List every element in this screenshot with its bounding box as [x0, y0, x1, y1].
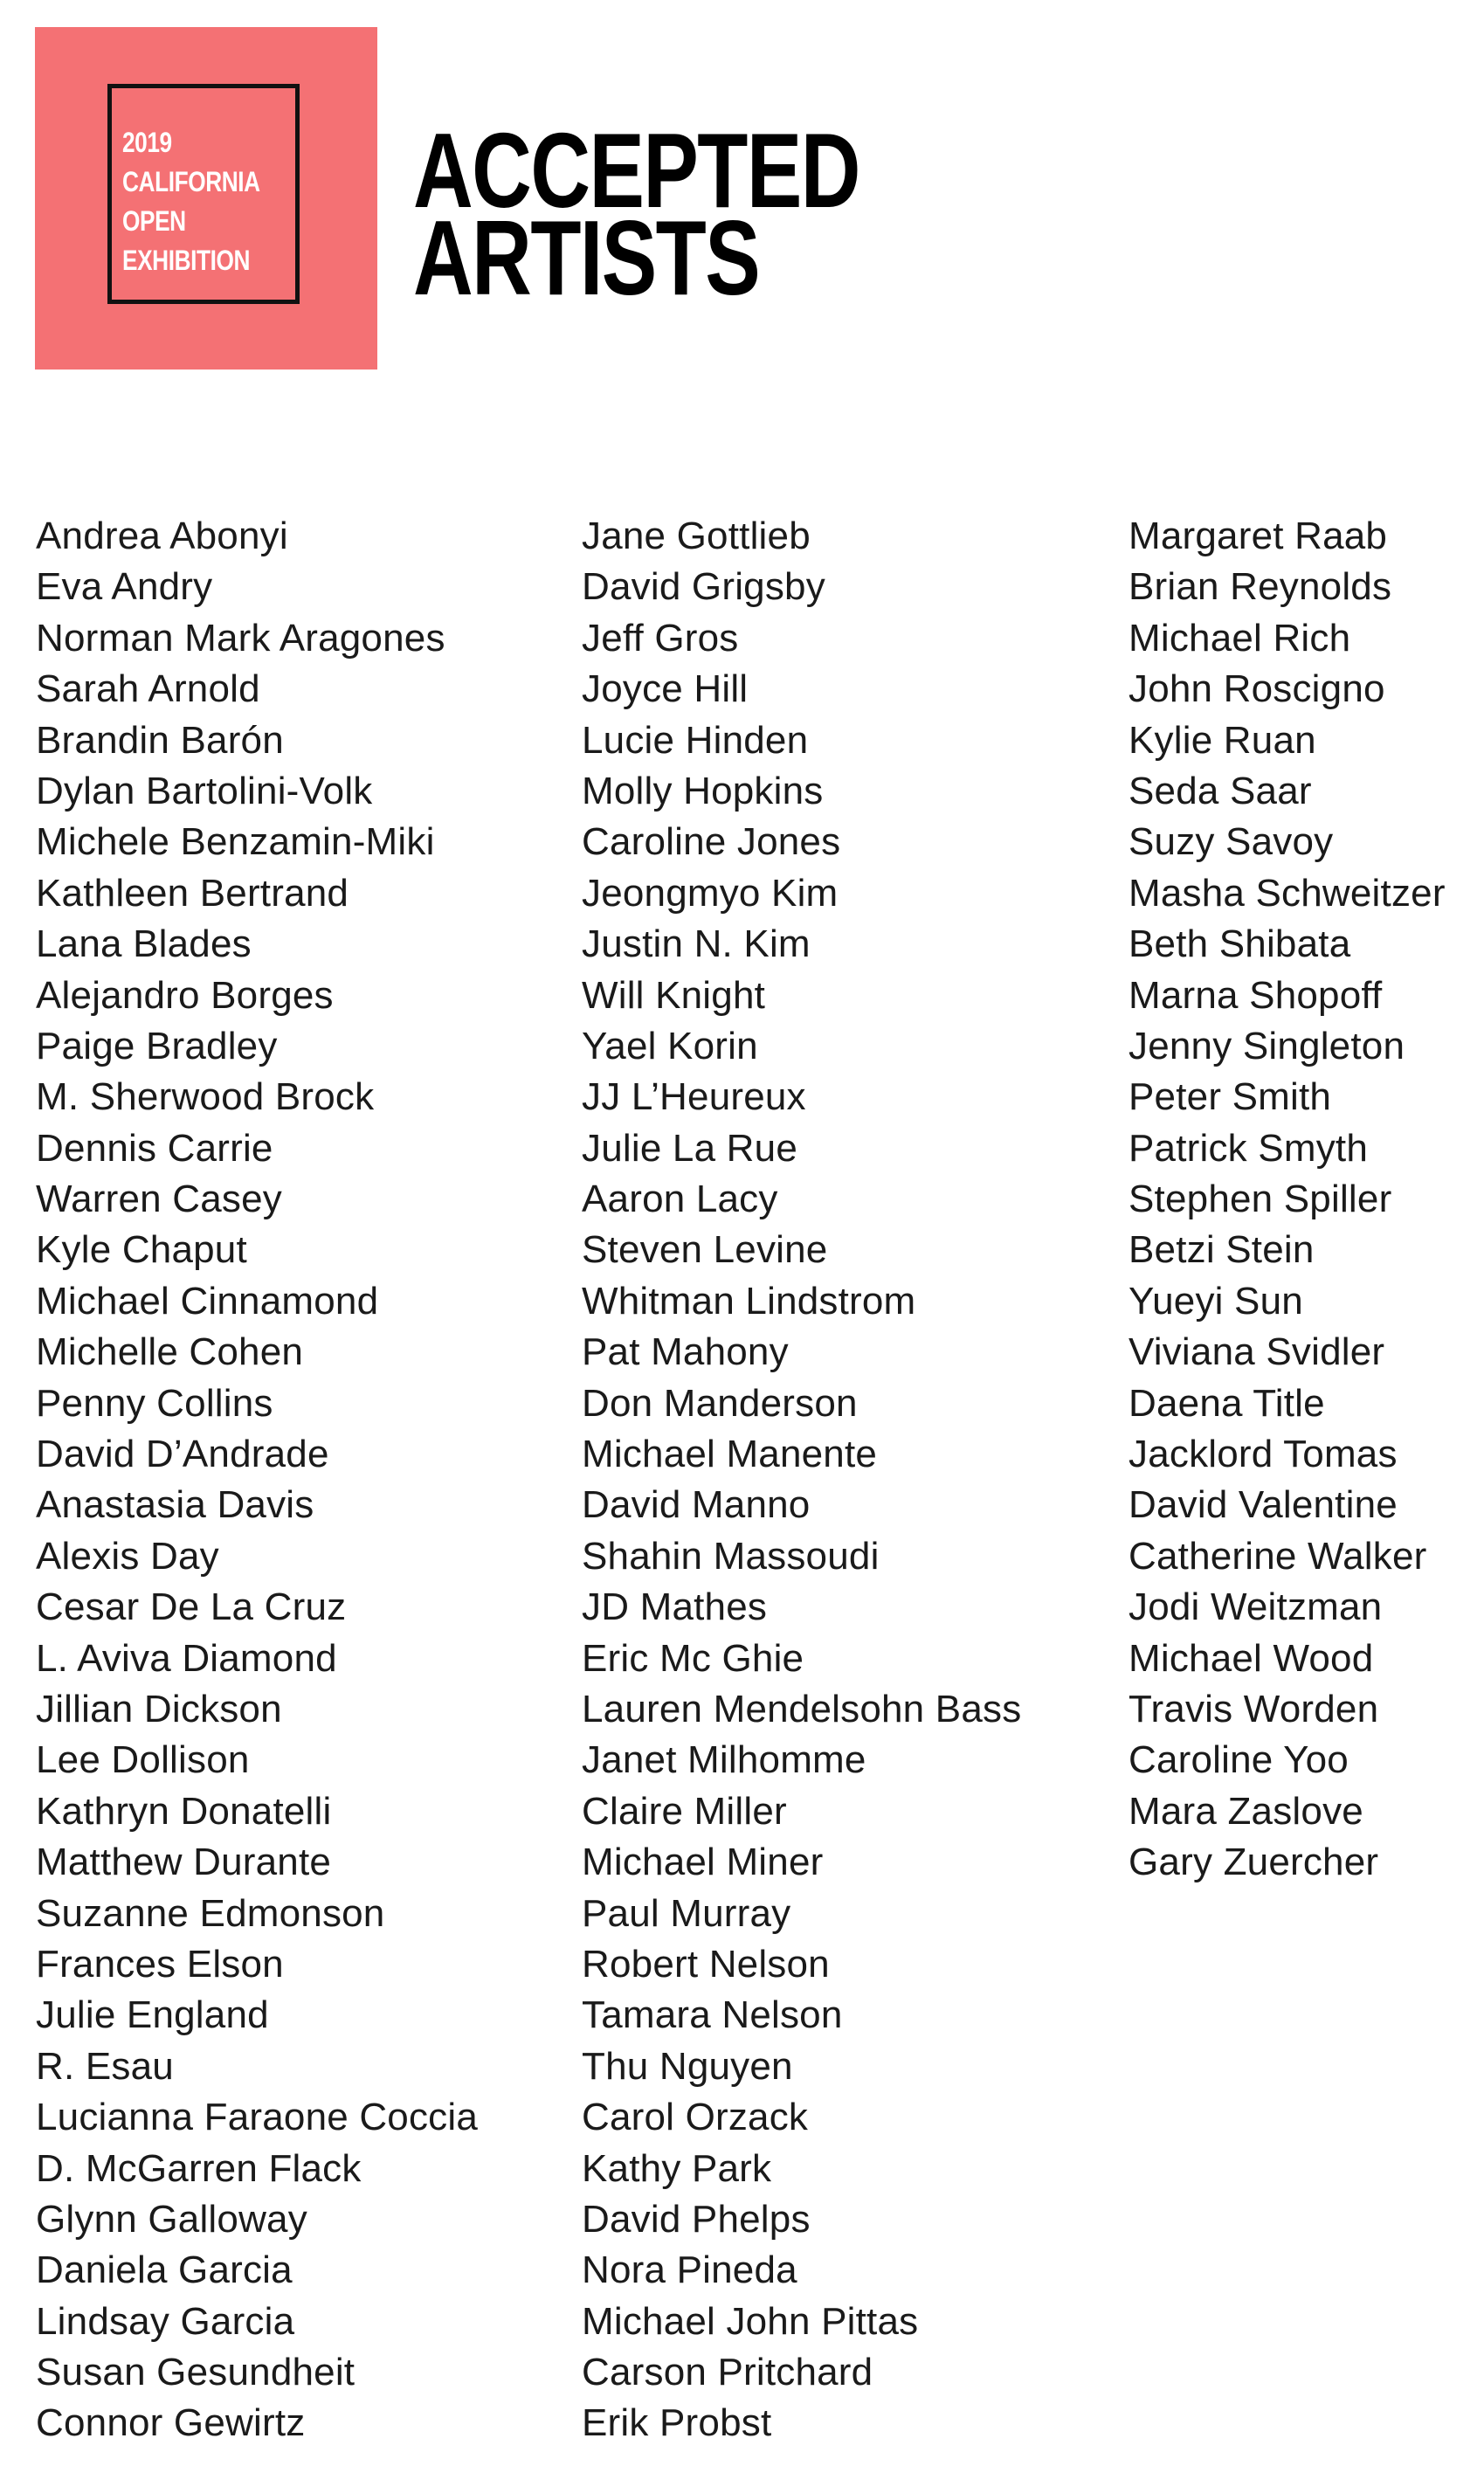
artist-name: JD Mathes [582, 1585, 768, 1629]
artist-name: Catherine Walker [1129, 1534, 1427, 1578]
artist-name: Beth Shibata [1129, 922, 1351, 966]
artist-name: Marna Shopoff [1129, 973, 1383, 1017]
artist-name: Lee Dollison [36, 1738, 250, 1782]
artist-name: Brian Reynolds [1129, 565, 1392, 609]
artist-name: Sarah Arnold [36, 667, 260, 711]
artist-name: Pat Mahony [582, 1330, 789, 1374]
artist-name: Michael Manente [582, 1433, 878, 1476]
artist-name: Lindsay Garcia [36, 2299, 295, 2343]
artist-name: David Phelps [582, 2197, 811, 2241]
artist-column-3 [1129, 511, 1446, 1889]
artist-name: Kathryn Donatelli [36, 1789, 332, 1833]
artist-name: Betzi Stein [1129, 1228, 1315, 1272]
artist-name: Nora Pineda [582, 2248, 797, 2292]
artist-name: Viviana Svidler [1129, 1330, 1385, 1374]
artist-name: Daniela Garcia [36, 2248, 293, 2292]
artist-name: Anastasia Davis [36, 1483, 314, 1527]
artist-name: Mara Zaslove [1129, 1789, 1363, 1833]
artist-name: Whitman Lindstrom [582, 1279, 916, 1323]
artist-name: Michael Wood [1129, 1636, 1374, 1680]
logo-frame [107, 84, 300, 304]
page-title-line-2: ARTISTS [413, 198, 760, 317]
artist-name: Caroline Yoo [1129, 1738, 1349, 1782]
page-title [413, 111, 985, 317]
artist-name: Margaret Raab [1129, 515, 1388, 557]
artist-name: Eric Mc Ghie [582, 1636, 804, 1680]
artist-name: JJ L’Heureux [582, 1075, 806, 1119]
artist-name: Norman Mark Aragones [36, 616, 445, 660]
artist-name: Justin N. Kim [582, 922, 811, 966]
artist-name: David D’Andrade [36, 1433, 329, 1476]
artist-name: Thu Nguyen [582, 2044, 793, 2088]
artist-name: Jane Gottlieb [582, 515, 811, 557]
artist-name: Kylie Ruan [1129, 718, 1316, 762]
artist-name: Cesar De La Cruz [36, 1585, 347, 1629]
artist-name: Glynn Galloway [36, 2197, 307, 2241]
artist-name: Stephen Spiller [1129, 1178, 1392, 1221]
artist-name: Lauren Mendelsohn Bass [582, 1687, 1022, 1730]
artist-name: Joyce Hill [582, 667, 749, 711]
artist-name: Alexis Day [36, 1534, 219, 1578]
artist-name: M. Sherwood Brock [36, 1075, 375, 1119]
artist-name: Dylan Bartolini-Volk [36, 769, 373, 812]
artist-name: Jeff Gros [582, 616, 739, 660]
artist-name: Jillian Dickson [36, 1687, 282, 1730]
artist-name: Jenny Singleton [1129, 1024, 1405, 1067]
artist-name: Will Knight [582, 973, 766, 1017]
artist-name: Yueyi Sun [1129, 1279, 1303, 1323]
artist-name: Lucianna Faraone Coccia [36, 2096, 479, 2139]
artist-name: Alejandro Borges [36, 973, 334, 1017]
artist-name: Carson Pritchard [582, 2351, 873, 2394]
artist-name: Dennis Carrie [36, 1126, 273, 1170]
exhibition-logo [35, 27, 377, 370]
artist-name: Julie La Rue [582, 1126, 797, 1170]
artist-name: Don Manderson [582, 1381, 858, 1425]
artist-name: R. Esau [36, 2044, 174, 2088]
logo-line-california: CALIFORNIA [122, 166, 260, 197]
artist-name: Penny Collins [36, 1381, 273, 1425]
artist-name: Suzanne Edmonson [36, 1891, 385, 1935]
artist-name: Steven Levine [582, 1228, 828, 1272]
artist-name: Frances Elson [36, 1942, 284, 1986]
artist-name: Gary Zuercher [1129, 1841, 1379, 1884]
artist-name: Michael Cinnamond [36, 1279, 379, 1323]
artist-name: Michael Miner [582, 1841, 824, 1884]
artist-name: Janet Milhomme [582, 1738, 866, 1782]
artist-name: Lucie Hinden [582, 718, 809, 762]
artist-name: Daena Title [1129, 1381, 1325, 1425]
artist-name: Erik Probst [582, 2401, 772, 2445]
artist-name: Yael Korin [582, 1024, 758, 1067]
artist-name: Travis Worden [1129, 1687, 1379, 1730]
artist-name: Connor Gewirtz [36, 2401, 306, 2445]
artist-name: David Manno [582, 1483, 811, 1527]
artist-name: Molly Hopkins [582, 769, 824, 812]
artist-name: Michael John Pittas [582, 2299, 919, 2343]
artist-name: Jacklord Tomas [1129, 1433, 1398, 1476]
artist-name: Seda Saar [1129, 769, 1312, 812]
artist-name: Carol Orzack [582, 2096, 809, 2139]
logo-line-exhibition: EXHIBITION [122, 245, 251, 276]
artist-name: Michele Benzamin-Miki [36, 820, 435, 864]
artist-name: Peter Smith [1129, 1075, 1332, 1119]
artist-name: Masha Schweitzer [1129, 871, 1446, 915]
artist-name: Warren Casey [36, 1178, 282, 1221]
artist-name: Patrick Smyth [1129, 1126, 1368, 1170]
artist-name: Julie England [36, 1993, 269, 2037]
logo-line-open: OPEN [122, 205, 186, 237]
artist-name: David Grigsby [582, 565, 825, 609]
artist-name: D. McGarren Flack [36, 2146, 362, 2190]
artist-name: Susan Gesundheit [36, 2351, 355, 2394]
artist-column-2 [582, 511, 1021, 2449]
logo-year: 2019 [122, 127, 172, 158]
artist-name: Tamara Nelson [582, 1993, 843, 2037]
artist-name: Brandin Barón [36, 718, 284, 762]
artist-name: Michael Rich [1129, 616, 1351, 660]
artist-name: Claire Miller [582, 1789, 787, 1833]
artist-name: Kathleen Bertrand [36, 871, 349, 915]
artist-name: Michelle Cohen [36, 1330, 304, 1374]
artist-name: Aaron Lacy [582, 1178, 778, 1221]
artist-name: Lana Blades [36, 922, 252, 966]
artist-name: Eva Andry [36, 565, 213, 609]
artist-name: Robert Nelson [582, 1942, 830, 1986]
artist-column-1 [36, 511, 478, 2449]
artist-name: Matthew Durante [36, 1841, 332, 1884]
artist-name: David Valentine [1129, 1483, 1398, 1527]
artist-name: Jodi Weitzman [1129, 1585, 1383, 1629]
artist-name: L. Aviva Diamond [36, 1636, 337, 1680]
artist-name: Suzy Savoy [1129, 820, 1334, 864]
artist-name: Paul Murray [582, 1891, 791, 1935]
artist-name: Kyle Chaput [36, 1228, 247, 1272]
artist-name: Paige Bradley [36, 1024, 278, 1067]
page-title-line-1: ACCEPTED [413, 111, 859, 230]
artist-name: Kathy Park [582, 2146, 772, 2190]
artist-name: Jeongmyo Kim [582, 871, 839, 915]
artist-name: Shahin Massoudi [582, 1534, 880, 1578]
artist-name: John Roscigno [1129, 667, 1385, 711]
artist-name: Andrea Abonyi [36, 515, 288, 557]
artist-name: Caroline Jones [582, 820, 841, 864]
